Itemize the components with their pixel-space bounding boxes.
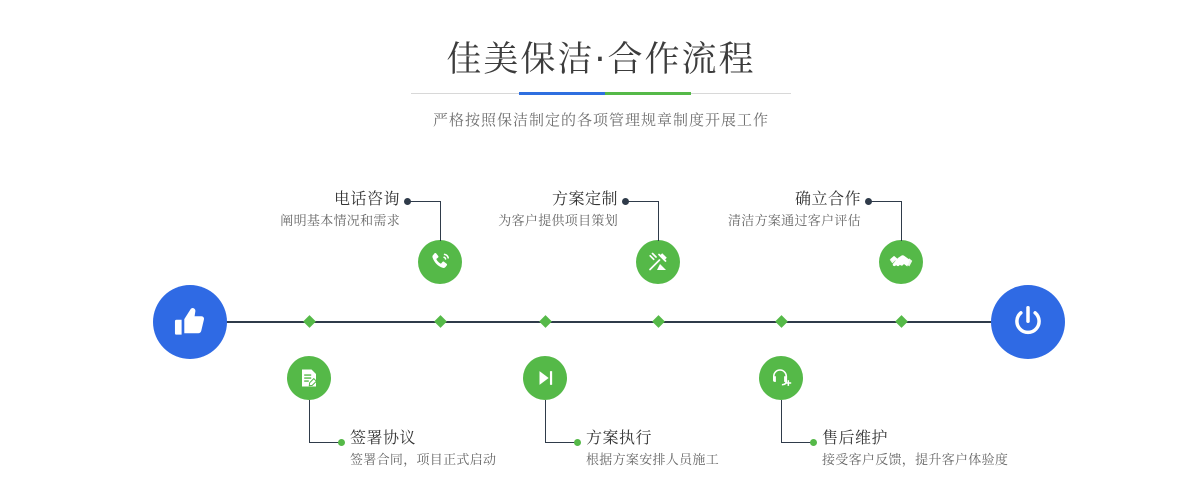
- divider-accent-blue: [519, 92, 605, 95]
- connector-plan-execute-horizontal: [545, 442, 577, 443]
- step-title: 方案执行: [586, 428, 653, 447]
- connector-plan-execute-vertical: [545, 400, 546, 442]
- phone-ring-icon: [428, 250, 452, 274]
- axis-node-3: [652, 315, 665, 328]
- step-label-phone-consult: [252, 188, 400, 232]
- step-label-plan-customize: [462, 188, 618, 232]
- step-title: 签署协议: [350, 428, 417, 447]
- step-label-plan-execute: [586, 427, 719, 471]
- power-icon: [1009, 303, 1047, 341]
- step-desc: 清洁方案通过客户评估: [727, 214, 861, 229]
- step-desc: 签署合同，项目正式启动: [350, 453, 497, 468]
- step-label-establish-cooperation: [705, 188, 861, 232]
- connector-phone-consult-vertical: [440, 201, 441, 241]
- step-desc: 接受客户反馈，提升客户体验度: [822, 453, 1009, 468]
- connector-endpoint-after-sales: [810, 439, 817, 446]
- step-icon-after-sales: [759, 356, 803, 400]
- connector-establish-cooperation-horizontal: [869, 201, 901, 202]
- thumbs-up-icon: [171, 303, 209, 341]
- connector-endpoint-plan-execute: [574, 439, 581, 446]
- document-edit-icon: [297, 366, 321, 390]
- step-desc: 为客户提供项目策划: [498, 214, 618, 229]
- timeline-start-badge: [153, 285, 227, 359]
- connector-sign-agreement-horizontal: [309, 442, 341, 443]
- step-title: 确立合作: [794, 189, 861, 208]
- connector-plan-customize-vertical: [658, 201, 659, 241]
- header: [0, 0, 1202, 130]
- step-label-after-sales: [822, 427, 1008, 471]
- step-icon-plan-customize: [636, 240, 680, 284]
- step-title: 电话咨询: [333, 189, 400, 208]
- step-icon-establish-cooperation: [879, 240, 923, 284]
- handshake-icon: [888, 249, 914, 275]
- connector-after-sales-vertical: [781, 400, 782, 442]
- page-subtitle: 严格按照保洁制定的各项管理规章制度开展工作: [432, 111, 769, 129]
- step-desc: 阐明基本情况和需求: [280, 214, 400, 229]
- timeline-end-badge: [991, 285, 1065, 359]
- step-icon-plan-execute: [523, 356, 567, 400]
- play-skip-icon: [534, 367, 556, 389]
- connector-plan-customize-horizontal: [626, 201, 658, 202]
- connector-endpoint-plan-customize: [622, 198, 629, 205]
- axis-node-6: [775, 315, 788, 328]
- divider-accent-green: [605, 92, 691, 95]
- connector-endpoint-establish-cooperation: [865, 198, 872, 205]
- connector-endpoint-phone-consult: [404, 198, 411, 205]
- step-icon-sign-agreement: [287, 356, 331, 400]
- step-title: 售后维护: [822, 428, 889, 447]
- step-icon-phone-consult: [418, 240, 462, 284]
- connector-establish-cooperation-vertical: [901, 201, 902, 241]
- connector-phone-consult-horizontal: [408, 201, 440, 202]
- axis-node-5: [895, 315, 908, 328]
- axis-node-1: [434, 315, 447, 328]
- step-desc: 根据方案安排人员施工: [586, 453, 720, 468]
- connector-endpoint-sign-agreement: [338, 439, 345, 446]
- headset-add-icon: [769, 366, 793, 390]
- step-label-sign-agreement: [350, 427, 496, 471]
- step-title: 方案定制: [551, 189, 618, 208]
- title-divider: [411, 92, 791, 95]
- connector-after-sales-horizontal: [781, 442, 813, 443]
- pencil-ruler-icon: [646, 250, 670, 274]
- axis-node-2: [303, 315, 316, 328]
- connector-sign-agreement-vertical: [309, 400, 310, 442]
- page-title: 佳美保洁·合作流程: [446, 40, 756, 80]
- axis-node-4: [539, 315, 552, 328]
